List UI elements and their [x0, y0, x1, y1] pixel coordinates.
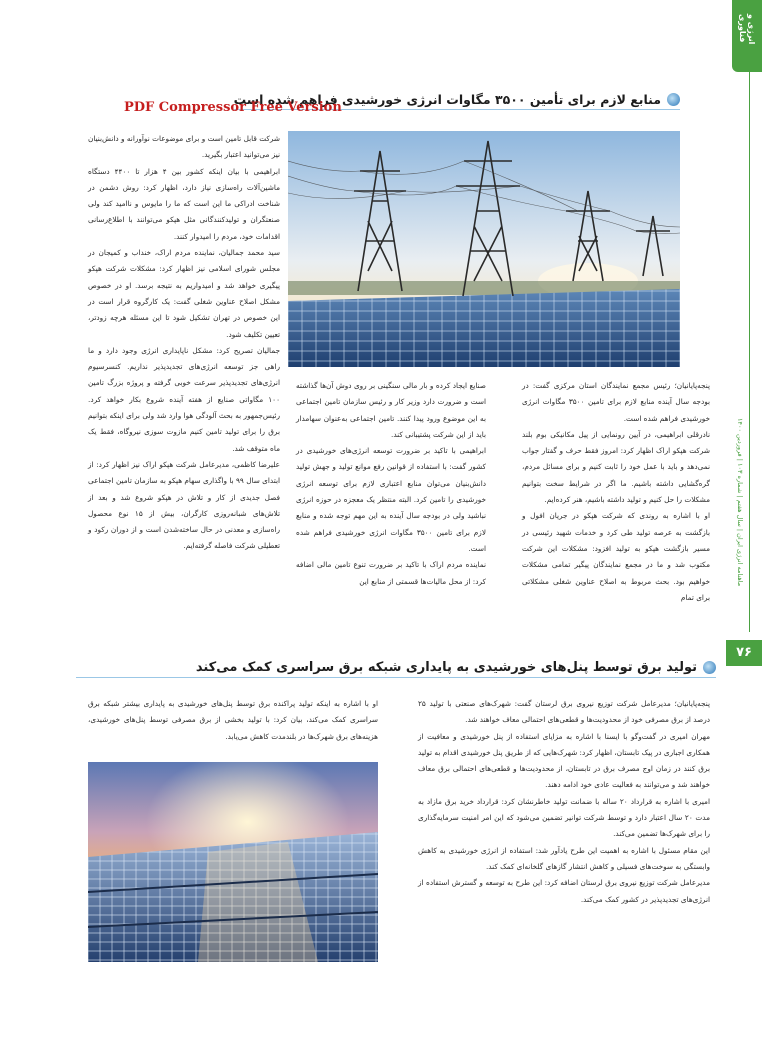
- power-lines-photo: [288, 131, 680, 367]
- paragraph: او با اشاره به روندی که شرکت هپکو در جریان افول و بازگشت به عرصه تولید طی کرد و خدمات شهید رئیسی در مسیر بازگشت هپکو به تولید افزود: مشکلات این شرکت مکتوب شد و ما در مجمع نمایندگان پیگیر تمامی مشکلات خواهیم بود. بحث مربوط به اصلاح عناوین شغلی مشکلاتی برای تمام: [522, 511, 710, 602]
- article2-headline-text: تولید برق توسط پنل‌های خورشیدی به پایداری شبکه برق سراسری کمک می‌کند: [195, 660, 697, 675]
- paragraph: صنایع ایجاد کرده و بار مالی سنگینی بر روی دوش آن‌ها گذاشته است و ضرورت دارد وزیر کار و رئیس سازمان تامین اجتماعی به این موضوع ورود پیدا کنند. تامین اجتماعی به‌عنوان سهامدار باید از این شرکت پشتیبانی کند.: [296, 381, 486, 439]
- article2-headline: [76, 660, 716, 678]
- article2-column-left: [88, 696, 378, 745]
- paragraph: امیری با اشاره به قرارداد ۲۰ ساله با ضمانت تولید خاطرنشان کرد: قرارداد خرید برق مازاد به مدت ۲۰ سال اعتبار دارد و توسط شرکت توانیر تضمین می‌شود که این امر امنیت سرمایه‌گذاری را برای شهرک‌ها تضمین می‌کند.: [418, 796, 710, 839]
- paragraph: نماینده مردم اراک با تاکید بر ضرورت تنوع تامین مالی اضافه کرد: از محل مالیات‌ها قسمتی از منابع این: [296, 560, 486, 586]
- article1-column-left: [88, 131, 280, 555]
- section-tab-label: انرژی و فناوری: [738, 14, 756, 45]
- paragraph: ابراهیمی با تاکید بر ضرورت توسعه انرژی‌های خورشیدی در کشور گفت: با استفاده از قوانین رفع موانع تولید و جهش تولید دانش‌بنیان می‌توان منابع اعتباری لازم برای توسعه انرژی خورشیدی را تامین کرد. البته منتظر یک معجزه در حوزه انرژی نباشید ولی در بودجه سال آینده به این مهم توجه شده و منابع لازم برای تامین ۳۵۰۰ مگاوات انرژی خورشیدی فراهم شده است.: [296, 446, 486, 553]
- paragraph: نادرقلی ابراهیمی، در آیین رونمایی از پیل مکانیکی بوم بلند شرکت هپکو اراک اظهار کرد: امروز فقط حرف و گفتار جواب نمی‌دهد و باید با عمل خود را ثابت کنیم و برای مسائل مردم، گره‌گشایی داشته باشیم. ما اگر در شرایط سخت بتوانیم مشکلات را حل کنیم و تولید داشته باشیم، هنر کرده‌ایم.: [522, 429, 710, 505]
- paragraph: ابراهیمی با بیان اینکه کشور بین ۴ هزار تا ۴۴۰۰ دستگاه ماشین‌آلات راه‌سازی نیاز دارد، اظهار کرد: روش دشمن در شناخت ادراکی ما این است که ما را مایوس و ناامید کند ولی صنعتگران و تولیدکنندگانی مثل هپکو می‌توانند با اطلاع‌رسانی اقدامات خود، مردم را امیدوار کنند.: [88, 166, 281, 241]
- bullet-globe-icon: [703, 661, 716, 674]
- paragraph: جمالیان تصریح کرد: مشکل ناپایداری انرژی وجود دارد و ما راهی جز توسعه انرژی‌های تجدیدپذیر نداریم. کنسرسیوم انرژی‌های تجدیدپذیر سرعت خوبی گرفته و پروژه بزرگ تامین ۱۰۰ مگاواتی صنایع از هفته آینده شروع بکار خواهد کرد. رئیس‌جمهور به بحث آلودگی هوا وارد شد ولی برای اینکه بتوانیم برق را برای تولید تامین کنیم مازوت سوزی نیروگاه، فقط یک ماه متوقف شد.: [88, 345, 280, 453]
- sidebar-rule: [749, 72, 750, 632]
- paragraph: او با اشاره به اینکه تولید پراکنده برق توسط پنل‌های خورشیدی به پایداری بیشتر شبکه برق سراسری کمک می‌کند، بیان کرد: با تولید بخشی از برق مصرفی توسط پنل‌های خورشیدی، هزینه‌های برق شهرک‌ها در بلندمدت کاهش می‌یابد.: [88, 699, 378, 741]
- bullet-globe-icon: [667, 93, 680, 106]
- page-number: ۷۶: [726, 640, 762, 666]
- article1-headline-text: منابع لازم برای تأمین ۳۵۰۰ مگاوات انرژی خورشیدی فراهم شده است: [233, 92, 661, 107]
- paragraph: این مقام مسئول با اشاره به اهمیت این طرح یادآور شد: استفاده از انرژی خورشیدی به کاهش وابستگی به سوخت‌های فسیلی و کاهش انتشار گازهای گلخانه‌ای کمک کند.: [418, 845, 710, 871]
- paragraph: پنجه‌پایانیان؛ مدیرعامل شرکت توزیع نیروی برق لرستان گفت: شهرک‌های صنعتی با تولید ۲۵ درصد از برق مصرفی خود از محدودیت‌ها و قطعی‌های احتمالی معاف خواهند شد.: [418, 699, 710, 725]
- article2-column-right: [418, 696, 710, 908]
- watermark: PDF Compressor Free Version: [124, 100, 342, 115]
- section-tab: [732, 0, 762, 72]
- paragraph: علیرضا کاظمی، مدیرعامل شرکت هپکو اراک نیز اظهار کرد: از ابتدای سال ۹۹ با واگذاری سهام هپکو به سازمان تامین اجتماعی فصل جدیدی از کار و تلاش در هپکو شروع شد و بعد از تلاش‌های شبانه‌روزی کارگران، بیش از ۱۵ نوع محصول راه‌سازی و معدنی در حال ساخته‌شدن است و از دوران رکود و تعطیلی شرکت فاصله گرفته‌ایم.: [88, 459, 281, 551]
- article1-column-middle: [296, 378, 486, 590]
- paragraph: سید محمد جمالیان، نماینده مردم اراک، خنداب و کمیجان در مجلس شورای اسلامی نیز اظهار کرد: مشکلات شرکت هپکو پیگیری خواهد شد و امیدواریم به نتیجه برسد. او در خصوص مشکل اصلاح عناوین شغلی گفت: یک کارگروه قرار است در این خصوص در تهران تشکیل شود تا این مسئله هرچه زودتر، تعیین تکلیف شود.: [88, 248, 280, 339]
- solar-panels-sunset-photo: [88, 762, 378, 962]
- paragraph: شرکت قابل تامین است و برای موضوعات نوآورانه و دانش‌بنیان نیز می‌توانید اعتبار بگیرید.: [88, 134, 280, 160]
- paragraph: پنجه‌پایانیان؛ رئیس مجمع نمایندگان استان مرکزی گفت: در بودجه سال آینده منابع لازم برای تامین ۳۵۰۰ مگاوات انرژی خورشیدی فراهم شده است.: [522, 381, 710, 423]
- paragraph: مدیرعامل شرکت توزیع نیروی برق لرستان اضافه کرد: این طرح به توسعه و گسترش استفاده از انرژی‌های تجدیدپذیر در کشور کمک می‌کند.: [418, 878, 710, 904]
- paragraph: مهران امیری در گفت‌وگو با ایسنا با اشاره به مزایای استفاده از پنل خورشیدی و معافیت از همکاری اجباری در پیک تابستان، اظهار کرد: شهرک‌هایی که از طریق پنل خورشیدی اقدام به تولید برق کنند در زمان اوج مصرف برق در تابستان، از محدودیت‌ها و قطعی‌های احتمالی برق معاف خواهند شد و می‌توانند به فعالیت عادی خود ادامه دهند.: [418, 731, 710, 790]
- article1-column-right: [522, 378, 710, 606]
- issue-info: ماهنامه انرژی ایران | سال هفتم | شماره ۱۰۳ | فروردین ۱۴۰۰: [736, 418, 744, 587]
